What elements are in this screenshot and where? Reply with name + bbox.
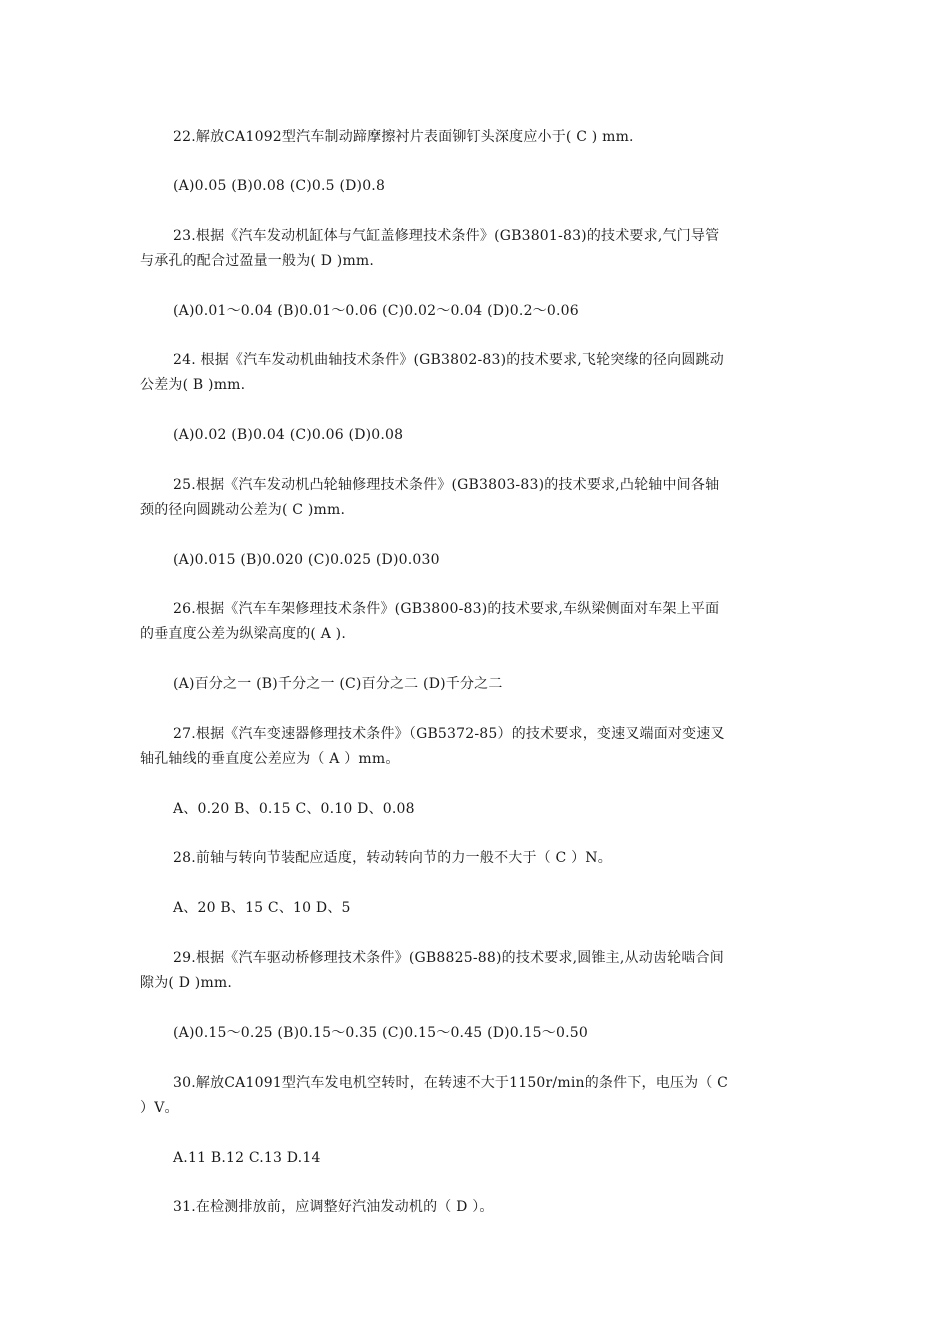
question-30-stem-line-2: ）V。: [140, 1100, 179, 1116]
question-26-options: (A)百分之一 (B)千分之一 (C)百分之二 (D)千分之二: [173, 676, 503, 692]
question-30-stem-line-1: 30.解放CA1091型汽车发电机空转时，在转速不大于1150r/min的条件下，电压为（ C: [173, 1075, 729, 1091]
question-24-stem-line-1: 24. 根据《汽车发动机曲轴技术条件》(GB3802-83)的技术要求,飞轮突缘的径向圆跳动: [173, 352, 724, 368]
question-29-options: (A)0.15～0.25 (B)0.15～0.35 (C)0.15～0.45 (D)0.15～0.50: [173, 1025, 588, 1041]
question-30-options: A.11 B.12 C.13 D.14: [173, 1150, 321, 1166]
question-27-options: A、0.20 B、0.15 C、0.10 D、0.08: [173, 801, 415, 817]
question-24-options: (A)0.02 (B)0.04 (C)0.06 (D)0.08: [173, 427, 404, 443]
question-28-options: A、20 B、15 C、10 D、5: [173, 900, 351, 916]
question-29-stem-line-1: 29.根据《汽车驱动桥修理技术条件》(GB8825-88)的技术要求,圆锥主,从动齿轮啮合间: [173, 950, 724, 966]
question-24-stem-line-2: 公差为( B )mm.: [140, 377, 246, 393]
question-25-stem-line-1: 25.根据《汽车发动机凸轮轴修理技术条件》(GB3803-83)的技术要求,凸轮轴中间各轴: [173, 477, 720, 493]
question-25-options: (A)0.015 (B)0.020 (C)0.025 (D)0.030: [173, 552, 440, 568]
question-23-stem-line-2: 与承孔的配合过盈量一般为( D )mm.: [140, 253, 375, 269]
question-31-stem-line-1: 31.在检测排放前，应调整好汽油发动机的（ D ）。: [173, 1199, 494, 1215]
question-27-stem-line-1: 27.根据《汽车变速器修理技术条件》（GB5372-85）的技术要求，变速叉端面对变速叉: [173, 726, 725, 742]
question-23-options: (A)0.01～0.04 (B)0.01～0.06 (C)0.02～0.04 (D)0.2～0.06: [173, 303, 579, 319]
question-28-stem-line-1: 28.前轴与转向节装配应适度，转动转向节的力一般不大于（ C ）N。: [173, 850, 612, 866]
question-25-stem-line-2: 颈的径向圆跳动公差为( C )mm.: [140, 502, 346, 518]
question-26-stem-line-1: 26.根据《汽车车架修理技术条件》(GB3800-83)的技术要求,车纵梁侧面对车架上平面: [173, 601, 720, 617]
question-22-options: (A)0.05 (B)0.08 (C)0.5 (D)0.8: [173, 178, 386, 194]
question-29-stem-line-2: 隙为( D )mm.: [140, 975, 233, 991]
question-23-stem-line-1: 23.根据《汽车发动机缸体与气缸盖修理技术条件》(GB3801-83)的技术要求,气门导管: [173, 228, 720, 244]
question-22-stem-line-1: 22.解放CA1092型汽车制动蹄摩擦衬片表面铆钉头深度应小于( C ) mm.: [173, 129, 634, 145]
question-27-stem-line-2: 轴孔轴线的垂直度公差应为（ A ）mm。: [140, 751, 400, 767]
question-26-stem-line-2: 的垂直度公差为纵梁高度的( A ).: [140, 626, 346, 642]
